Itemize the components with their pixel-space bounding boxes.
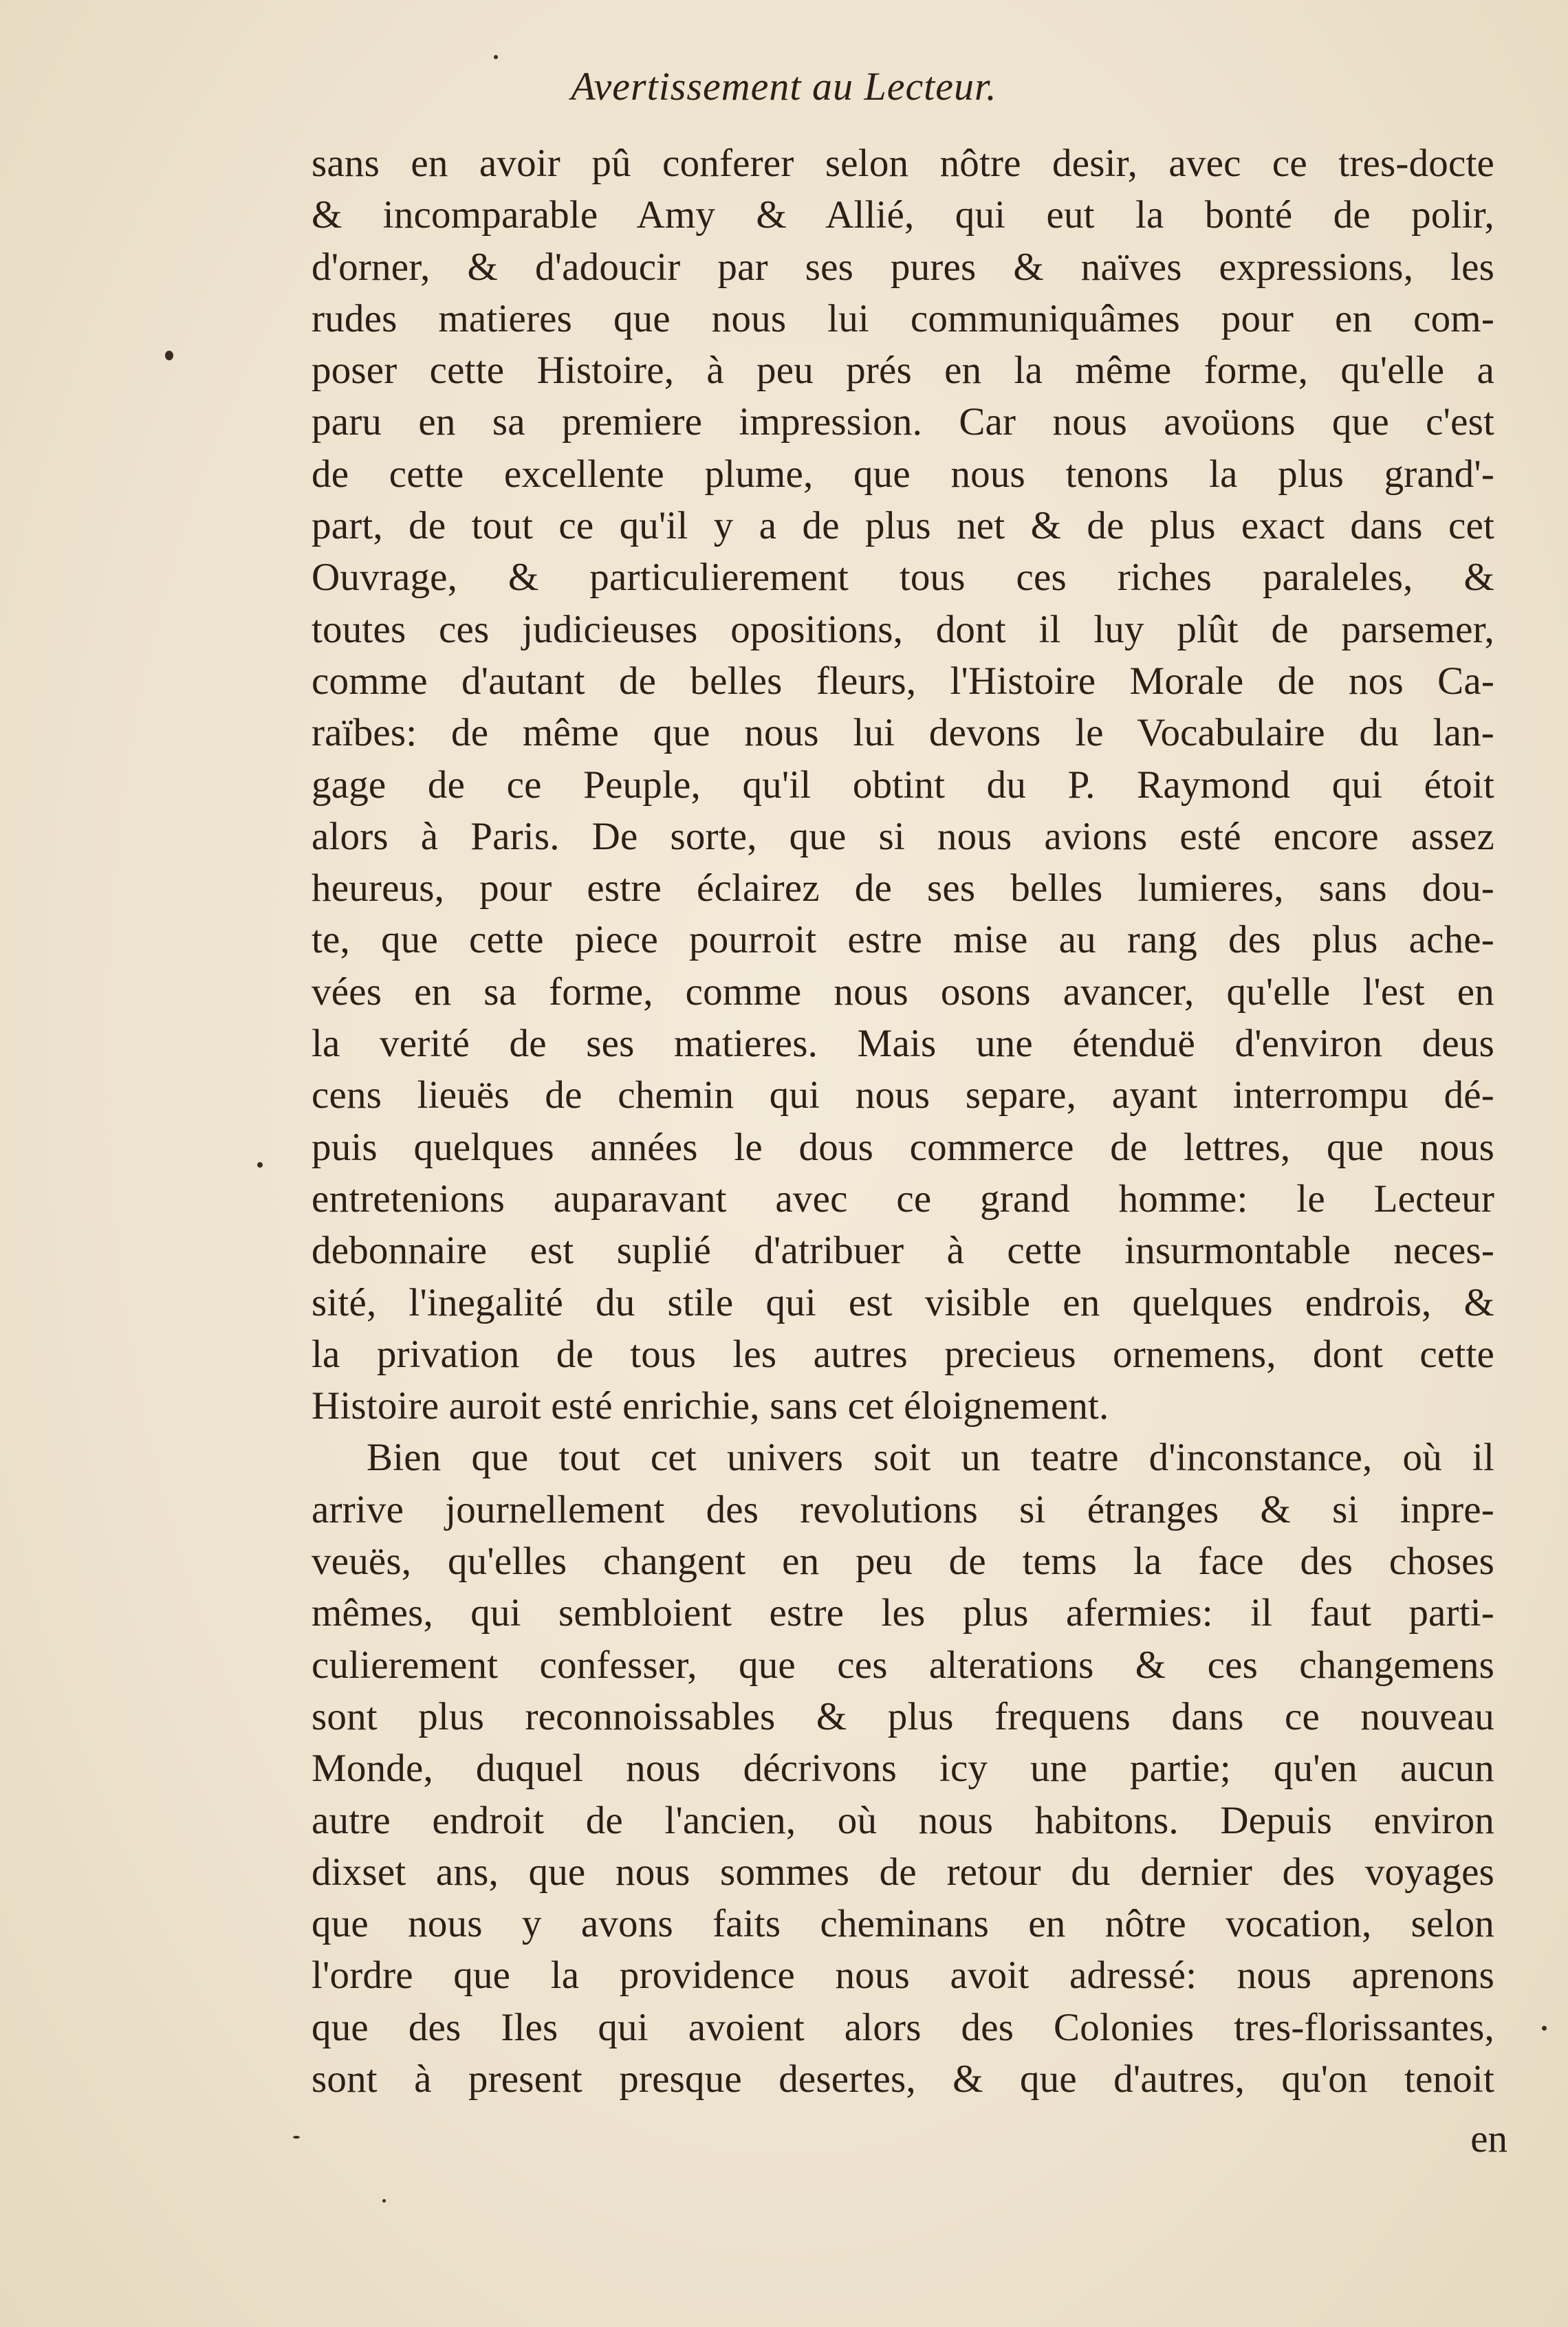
text-line: l'ordre que la providence nous avoit adressé: nous aprenons <box>312 1954 1494 1998</box>
text-line: paru en sa premiere impression. Car nous avoüons que c'est <box>312 400 1494 444</box>
text-line: Histoire auroit esté enrichie, sans cet éloignement. <box>312 1384 1109 1428</box>
text-line: veuës, qu'elles changent en peu de tems la face des choses <box>312 1540 1494 1584</box>
ink-speck <box>494 55 498 59</box>
text-line: de cette excellente plume, que nous tenons la plus grand'- <box>312 452 1494 496</box>
text-line: Bien que tout cet univers soit un teatre d'inconstance, où il <box>367 1436 1494 1480</box>
text-line: heureus, pour estre éclairez de ses belles lumieres, sans dou- <box>312 866 1494 910</box>
text-line: cens lieuës de chemin qui nous separe, ayant interrompu dé- <box>312 1073 1494 1117</box>
text-line: part, de tout ce qu'il y a de plus net & de plus exact dans cet <box>312 504 1494 548</box>
text-line: d'orner, & d'adoucir par ses pures & naïves expressions, les <box>312 245 1494 289</box>
text-line: autre endroit de l'ancien, où nous habitons. Depuis environ <box>312 1798 1494 1842</box>
catchword: en <box>1470 2117 1507 2161</box>
text-line: entretenions auparavant avec ce grand homme: le Lecteur <box>312 1177 1494 1221</box>
text-line: sont à present presque desertes, & que d'autres, qu'on tenoit <box>312 2057 1494 2101</box>
text-line: sont plus reconnoissables & plus frequens dans ce nouveau <box>312 1694 1494 1738</box>
text-line: alors à Paris. De sorte, que si nous avions esté encore assez <box>312 814 1494 858</box>
text-line: poser cette Histoire, à peu prés en la même forme, qu'elle a <box>312 349 1494 393</box>
ink-speck <box>293 2136 300 2139</box>
text-line: te, que cette piece pourroit estre mise au rang des plus ache- <box>312 918 1494 962</box>
text-line: rudes matieres que nous lui communiquâmes pour en com- <box>312 296 1494 340</box>
text-line: culierement confesser, que ces alterations & ces changemens <box>312 1643 1494 1687</box>
text-line: la privation de tous les autres precieus ornemens, dont cette <box>312 1332 1494 1376</box>
text-line: la verité de ses matieres. Mais une étenduë d'environ deus <box>312 1022 1494 1066</box>
text-line: Monde, duquel nous décrivons icy une partie; qu'en aucun <box>312 1747 1494 1791</box>
text-line: dixset ans, que nous sommes de retour du dernier des voyages <box>312 1850 1494 1894</box>
text-line: que nous y avons faits cheminans en nôtre vocation, selon <box>312 1902 1494 1946</box>
text-line: raïbes: de même que nous lui devons le Vocabulaire du lan- <box>312 711 1494 755</box>
body-text <box>312 138 1494 2105</box>
ink-speck <box>382 2199 386 2203</box>
text-line: comme d'autant de belles fleurs, l'Histoire Morale de nos Ca- <box>312 659 1494 703</box>
text-line: vées en sa forme, comme nous osons avancer, qu'elle l'est en <box>312 970 1494 1014</box>
text-line: gage de ce Peuple, qu'il obtint du P. Raymond qui étoit <box>312 763 1494 807</box>
text-line: arrive journellement des revolutions si étranges & si inpre- <box>312 1487 1494 1531</box>
ink-speck <box>1542 2026 1547 2031</box>
text-line: mêmes, qui sembloient estre les plus afermies: il faut parti- <box>312 1591 1494 1635</box>
text-line: sité, l'inegalité du stile qui est visible en quelques endrois, & <box>312 1280 1494 1324</box>
text-line: & incomparable Amy & Allié, qui eut la bonté de polir, <box>312 193 1494 237</box>
text-line: Ouvrage, & particulierement tous ces riches paraleles, & <box>312 556 1494 600</box>
text-line: sans en avoir pû conferer selon nôtre desir, avec ce tres-docte <box>312 142 1494 185</box>
text-line: puis quelques années le dous commerce de lettres, que nous <box>312 1125 1494 1169</box>
text-line: toutes ces judicieuses opositions, dont il luy plût de parsemer, <box>312 607 1494 651</box>
ink-speck <box>165 351 173 360</box>
text-line: que des Iles qui avoient alors des Colonies tres-florissantes, <box>312 2005 1494 2049</box>
running-header: Avertissement au Lecteur. <box>571 64 997 109</box>
text-line: debonnaire est suplié d'atribuer à cette insurmontable neces- <box>312 1229 1494 1273</box>
ink-speck <box>257 1162 263 1168</box>
